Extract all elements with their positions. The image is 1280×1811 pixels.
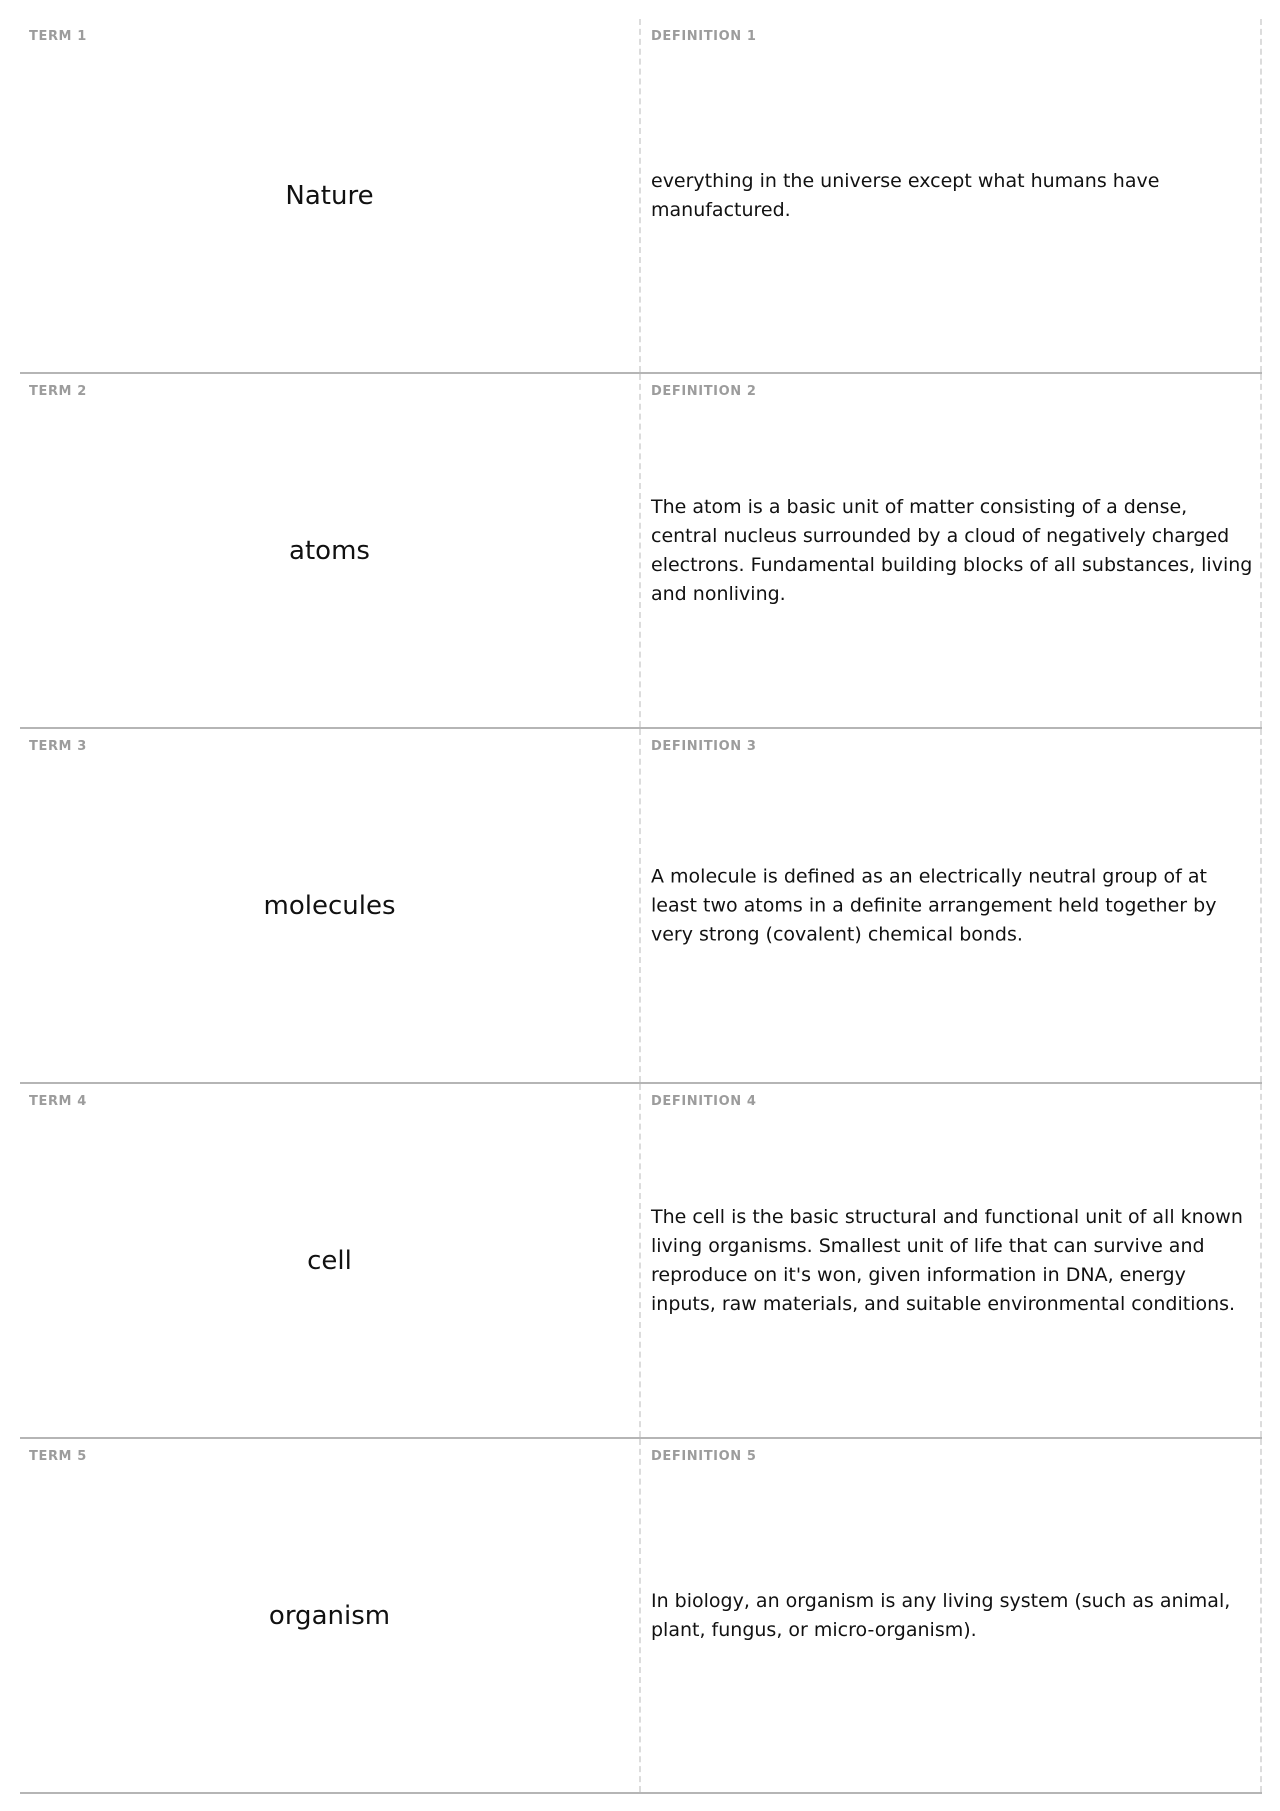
term-number-label: TERM 5 <box>29 1449 87 1464</box>
term-number-label: TERM 2 <box>29 384 87 399</box>
definition-cell <box>641 19 1262 372</box>
term-cell <box>20 729 641 1082</box>
term-cell <box>20 1439 641 1792</box>
flashcard-row <box>20 19 1262 374</box>
term-text: molecules <box>263 890 396 921</box>
definition-text: A molecule is defined as an electrically neutral group of at least two atoms in a definite arrangement held together by very strong (covalent) chemical bonds. <box>651 865 1217 945</box>
definition-text: everything in the universe except what humans have manufactured. <box>651 169 1160 221</box>
definition-cell <box>641 374 1262 727</box>
definition-text: The cell is the basic structural and functional unit of all known living organisms. Smallest unit of life that can survive and reproduce on it's won, given information in DNA, energy inputs, raw materials, and suitable environmental conditions. <box>651 1205 1243 1315</box>
flashcard-row <box>20 374 1262 729</box>
term-text: organism <box>268 1600 391 1631</box>
flashcard-sheet <box>20 19 1262 1794</box>
term-cell <box>20 1084 641 1437</box>
definition-text: In biology, an organism is any living system (such as animal, plant, fungus, or micro-organism). <box>651 1589 1231 1641</box>
term-text: cell <box>307 1245 352 1276</box>
definition-cell <box>641 729 1262 1082</box>
term-text: Nature <box>285 180 374 211</box>
term-number-label: TERM 1 <box>29 29 87 44</box>
definition-number-label: DEFINITION 5 <box>651 1449 757 1464</box>
term-text: atoms <box>289 535 370 566</box>
definition-number-label: DEFINITION 4 <box>651 1094 757 1109</box>
term-cell <box>20 19 641 372</box>
flashcard-row <box>20 1439 1262 1794</box>
definition-cell <box>641 1439 1262 1792</box>
term-number-label: TERM 3 <box>29 739 87 754</box>
definition-number-label: DEFINITION 3 <box>651 739 757 754</box>
definition-cell <box>641 1084 1262 1437</box>
definition-text: The atom is a basic unit of matter consisting of a dense, central nucleus surrounded by a cloud of negatively charged electrons. Fundamental building blocks of all substances, living and nonliving. <box>651 495 1253 605</box>
definition-number-label: DEFINITION 1 <box>651 29 757 44</box>
term-number-label: TERM 4 <box>29 1094 87 1109</box>
flashcard-row <box>20 729 1262 1084</box>
term-cell <box>20 374 641 727</box>
flashcard-row <box>20 1084 1262 1439</box>
definition-number-label: DEFINITION 2 <box>651 384 757 399</box>
